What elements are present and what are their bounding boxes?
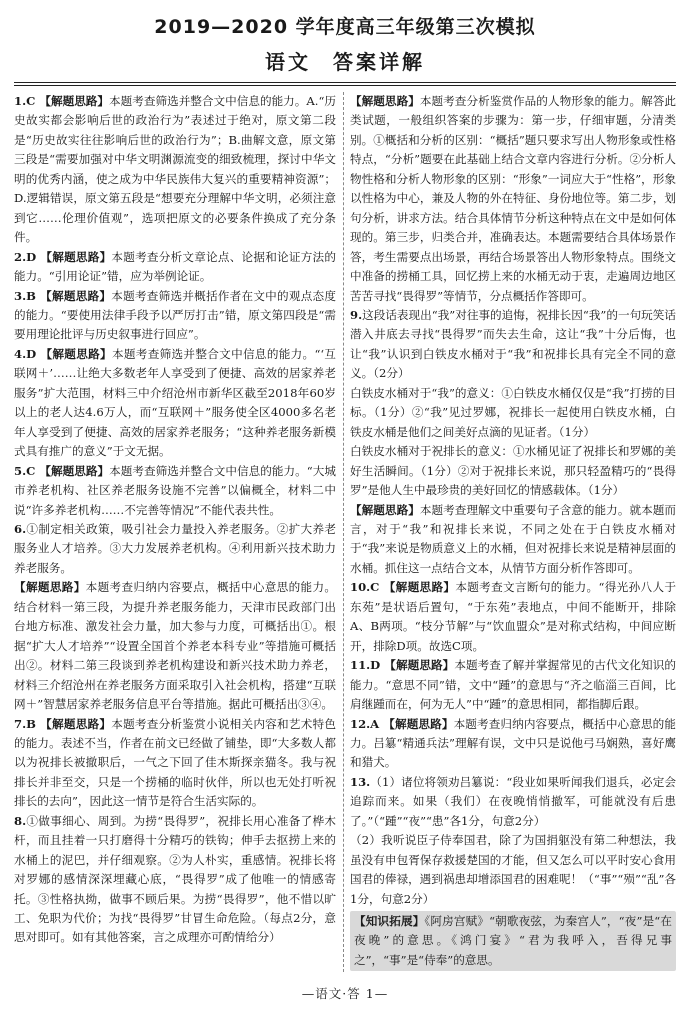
answer-item	[350, 773, 676, 831]
item-tag: 【解题思路】	[39, 288, 112, 303]
item-text: （2）我听说臣子侍奉国君，除了为国捐躯没有第二种想法，我虽没有申包胥保存救援楚国的才能，但又怎么可以平时安心食用国君的俸禄，遇到祸患却增添国君的困难呢！（“事”“殒”“乱”各1分，句意2分）	[350, 833, 676, 906]
answer-item	[350, 831, 676, 909]
page-title: 2019—2020 学年度高三年级第三次模拟	[154, 16, 536, 38]
column-divider	[343, 92, 344, 972]
item-tag: 【解题思路】	[39, 94, 110, 108]
item-number: 8.	[14, 813, 27, 828]
doc-type-label: 答案详解	[333, 50, 425, 74]
item-number: 2.	[14, 249, 27, 264]
item-answer: A	[370, 716, 380, 731]
item-text: 本题考查文言断句的能力。“得光孙八人于东苑”是状语后置句，“于东苑”表地点，中间不能断开，排除A、B两项。“枝分节解”与“饮血盟众”是对称式结构，中间应断开，排除D项。故选C项。	[350, 580, 676, 653]
item-text: 本题考查分析鉴赏作品的人物形象的能力。解答此类试题，一般组织答案的步骤为：第一步，仔细审题，分清类别。①概括和分析的区别：“概括”题只要求写出人物形象或性格特点，“分析”题要在此基础上结合文章内容进行分析。②分析人物性格和分析人物形象的区别：“形象”一词应大于“性格”，形象以性格为中心，兼及人物的外在特征、身份地位等。第二步，划句分析，讲求方法。结合具体情节分析这种特点在文中是如何体现的。第三步，归类合并，准确表达。本题需要结合具体场景作答，考生需要点出场景，再结合场景答出人物形象特点。围绕文中准备的捞桶工具，回忆捞上来的水桶无动于衷，走遍周边地区苦苦寻找“畏得罗”等情节，分点概括作答即可。	[350, 94, 676, 303]
item-text: 这段话表现出“我”对往事的追悔，祝排长因“我”的一句玩笑话潜入井底去寻找“畏得罗”而失去生命，这让“我”十分后悔，也让“我”认识到白铁皮水桶对于“我”和祝排长具有完全不同的意义。（2分）	[350, 307, 676, 381]
item-text: 本题考查了解并掌握常见的古代文化知识的能力。“意思不同”错，文中“踵”的意思与“齐之临淄三百闾，比肩继踵而在，何为无人”中“踵”的意思相同，都指脚后跟。	[350, 658, 676, 712]
item-number: 7.	[14, 716, 27, 731]
item-text: 本题考查筛选并整合文中信息的能力。“‘互联网＋’……让绝大多数老年人享受到了便捷、高效的居家养老服务”扩大范围，材料三中介绍沧州市新华区截至2018年60岁以上的老人达4.6万人，而“互联网＋”服务使全区4000多名老年人享受到了便捷、高效的居家养老服务；“这种养老服务新模式具有推广的意义”于文无据。	[14, 346, 336, 459]
item-number: 4.	[14, 346, 27, 361]
item-number: 10.	[350, 580, 371, 595]
answer-item	[350, 715, 676, 773]
subject-label: 语文	[265, 50, 311, 74]
item-tag: 【解题思路】	[40, 249, 112, 264]
right-column	[350, 92, 676, 972]
item-answer: B	[26, 288, 36, 303]
answer-item	[14, 345, 336, 462]
item-text: 白铁皮水桶对于“我”的意义：①白铁皮水桶仅仅是“我”打捞的目标。（1分）②“我”见过罗娜，祝排长一起使用白铁皮水桶，白铁皮水桶是他们之间美好点滴的见证者。（1分）	[350, 385, 676, 439]
item-text: ①做事细心、周到。为捞“畏得罗”，祝排长用心准备了桦木杆，而且挂着一只打磨得十分精巧的铁钩；伸手去抠捞上来的水桶上的泥巴，并仔细观察。②为人朴实，重感情。祝排长将对罗娜的感情深深埋藏心底，“畏得罗”成了他唯一的情感寄托。③性格执拗，做事不顾后果。为捞“畏得罗”，他不惜以旷工、免职为代价；为找“畏得罗”甘冒生命危险。（每点2分，意思对即可。如有其他答案，言之成理亦可酌情给分）	[14, 813, 336, 945]
item-number: 13.	[350, 774, 371, 789]
answer-item	[350, 656, 676, 714]
item-number: 11.	[350, 658, 371, 673]
item-tag: 【解题思路】	[39, 463, 110, 478]
item-number: 9.	[350, 307, 363, 322]
header-rule-secondary	[14, 85, 676, 86]
item-answer: B	[26, 716, 36, 731]
item-text: 本题考查分析鉴赏小说相关内容和艺术特色的能力。表述不当，作者在前文已经做了铺垫，即“大多数人都以为祝排长被撤职后，一气之下回了佳木斯探亲猫冬。我与祝排长并非至交，只是一个捞桶的临时伙伴，所以也无处打听祝排长的去向”，因此这一情节是符合生活实际的。	[14, 716, 336, 809]
item-text: 本题考查理解文中重要句子含意的能力。就本题而言，对于“我”和祝排长来说，不同之处在于白铁皮水桶对于“我”来说是物质意义上的水桶，但对祝排长来说是精神层面的水桶。抓住这一点结合文本，从情节方面分析作答即可。	[350, 502, 676, 575]
item-tag: 【解题思路】	[383, 716, 454, 731]
item-text: 本题考查分析文章论点、论据和论证方法的能力。“引用论证”错，应为举例论证。	[14, 249, 336, 284]
answer-item	[14, 578, 336, 714]
knowledge-expansion	[350, 911, 676, 971]
answer-item	[14, 287, 336, 345]
item-tag: 【解题思路】	[350, 94, 420, 108]
item-answer: D	[370, 658, 381, 673]
item-tag: 【解题思路】	[14, 580, 86, 595]
item-text: 白铁皮水桶对于祝排长的意义：①水桶见证了祝排长和罗娜的美好生活瞬间。（1分）②对于祝排长来说，那只轻盈精巧的“畏得罗”是他人生中最珍贵的美好回忆的情感载体。（1分）	[350, 444, 676, 498]
answer-item	[350, 501, 676, 579]
item-answer: D	[26, 249, 37, 264]
answer-item	[14, 92, 336, 248]
item-tag: 【解题思路】	[350, 502, 420, 517]
item-number: 5.	[14, 463, 27, 478]
item-text: 本题考查归纳内容要点，概括中心意思的能力。吕簒“精通兵法”理解有误，文中只是说他弓马娴熟，喜好鹰和猎犬。	[350, 716, 676, 770]
answer-item	[14, 462, 336, 520]
item-number: 3.	[14, 288, 27, 303]
item-answer: C	[26, 463, 36, 478]
knowledge-text: 《阿房宫赋》“朝歌夜弦，为秦宫人”，“夜”是“在夜晚”的意思。《鸿门宴》“君为我呼入，吾得兄事之”，“事”是“侍奉”的意思。	[354, 914, 672, 967]
item-text: 本题考查筛选并整合文中信息的能力。A.“历史故实都会影响后世的政治行为”表述过于绝对，原文第二段是“历史故实往往影响后世的政治行为”；B.曲解文意，原文第三段是“需要加强对中华文明渊源流变的细致梳理，探讨中华文明的优秀内涵，使之成为中华民族伟大复兴的重要精神资源”；D.逻辑错误，原文第五段是“想要充分理解中华文明，必须注意到它……伦理价值观”，选项把原文的必要条件换成了充分条件。	[14, 94, 336, 245]
item-tag: 【解题思路】	[384, 658, 455, 673]
item-tag: 【解题思路】	[40, 346, 112, 361]
answer-item	[350, 442, 676, 500]
answer-item	[350, 306, 676, 384]
item-text: 本题考查筛选并概括作者在文中的观点态度的能力。“要使用法律手段予以严厉打击”错，原文第四段是“需要用理论批评与历史叙事进行回应”。	[14, 288, 336, 342]
item-tag: 【解题思路】	[383, 580, 456, 595]
answer-item	[350, 384, 676, 442]
knowledge-tag: 【知识拓展】	[354, 914, 425, 929]
answer-item	[350, 92, 676, 306]
left-column	[14, 92, 336, 972]
item-number: 12.	[350, 716, 371, 731]
item-text: 本题考查归纳内容要点，概括中心意思的能力。结合材料一第三段，为提升养老服务能力，天津市民政部门出台地方标准、激发社会力量，加大参与力度，可概括出①。根据“扩大人才培养”“设置全国首个养老本科专业”等措施可概括出②。材料二第三段谈到养老机构建设和新兴技术助力养老，材料三介绍沧州在养老服务方面采取引入社会机构，搭建“互联网＋”智慧居家养老服务信息平台等措施。据此可概括出③④。	[14, 580, 336, 712]
item-text: （1）诸位将领劝吕簒说：“段业如果听闻我们退兵，必定会追踪而来。如果（我们）在夜晚悄悄撤军，可能就没有后患了。”（“踵”“夜”“患”各1分，句意2分）	[350, 774, 676, 828]
answer-item	[14, 715, 336, 812]
answer-item	[14, 520, 336, 578]
page-subtitle	[0, 46, 690, 75]
item-text: ①制定相关政策，吸引社会力量投入养老服务。②扩大养老服务业人才培养。③大力发展养老机构。④利用新兴技术助力养老服务。	[14, 521, 336, 575]
answer-item	[14, 248, 336, 287]
page-footer: —语文·答 1—	[301, 986, 389, 1001]
item-number: 6.	[14, 521, 27, 536]
item-number: 1.	[14, 94, 27, 108]
item-answer: C	[26, 94, 36, 108]
item-tag: 【解题思路】	[39, 716, 112, 731]
answer-item	[350, 578, 676, 656]
item-text: 本题考查筛选并整合文中信息的能力。“大城市养老机构、社区养老服务设施不完善”以偏概全，材料二中说“许多养老机构……不完善等情况”不能代表共性。	[14, 463, 336, 517]
header-rule	[14, 82, 676, 83]
item-answer: C	[370, 580, 380, 595]
item-answer: D	[26, 346, 37, 361]
answer-item	[14, 812, 336, 948]
